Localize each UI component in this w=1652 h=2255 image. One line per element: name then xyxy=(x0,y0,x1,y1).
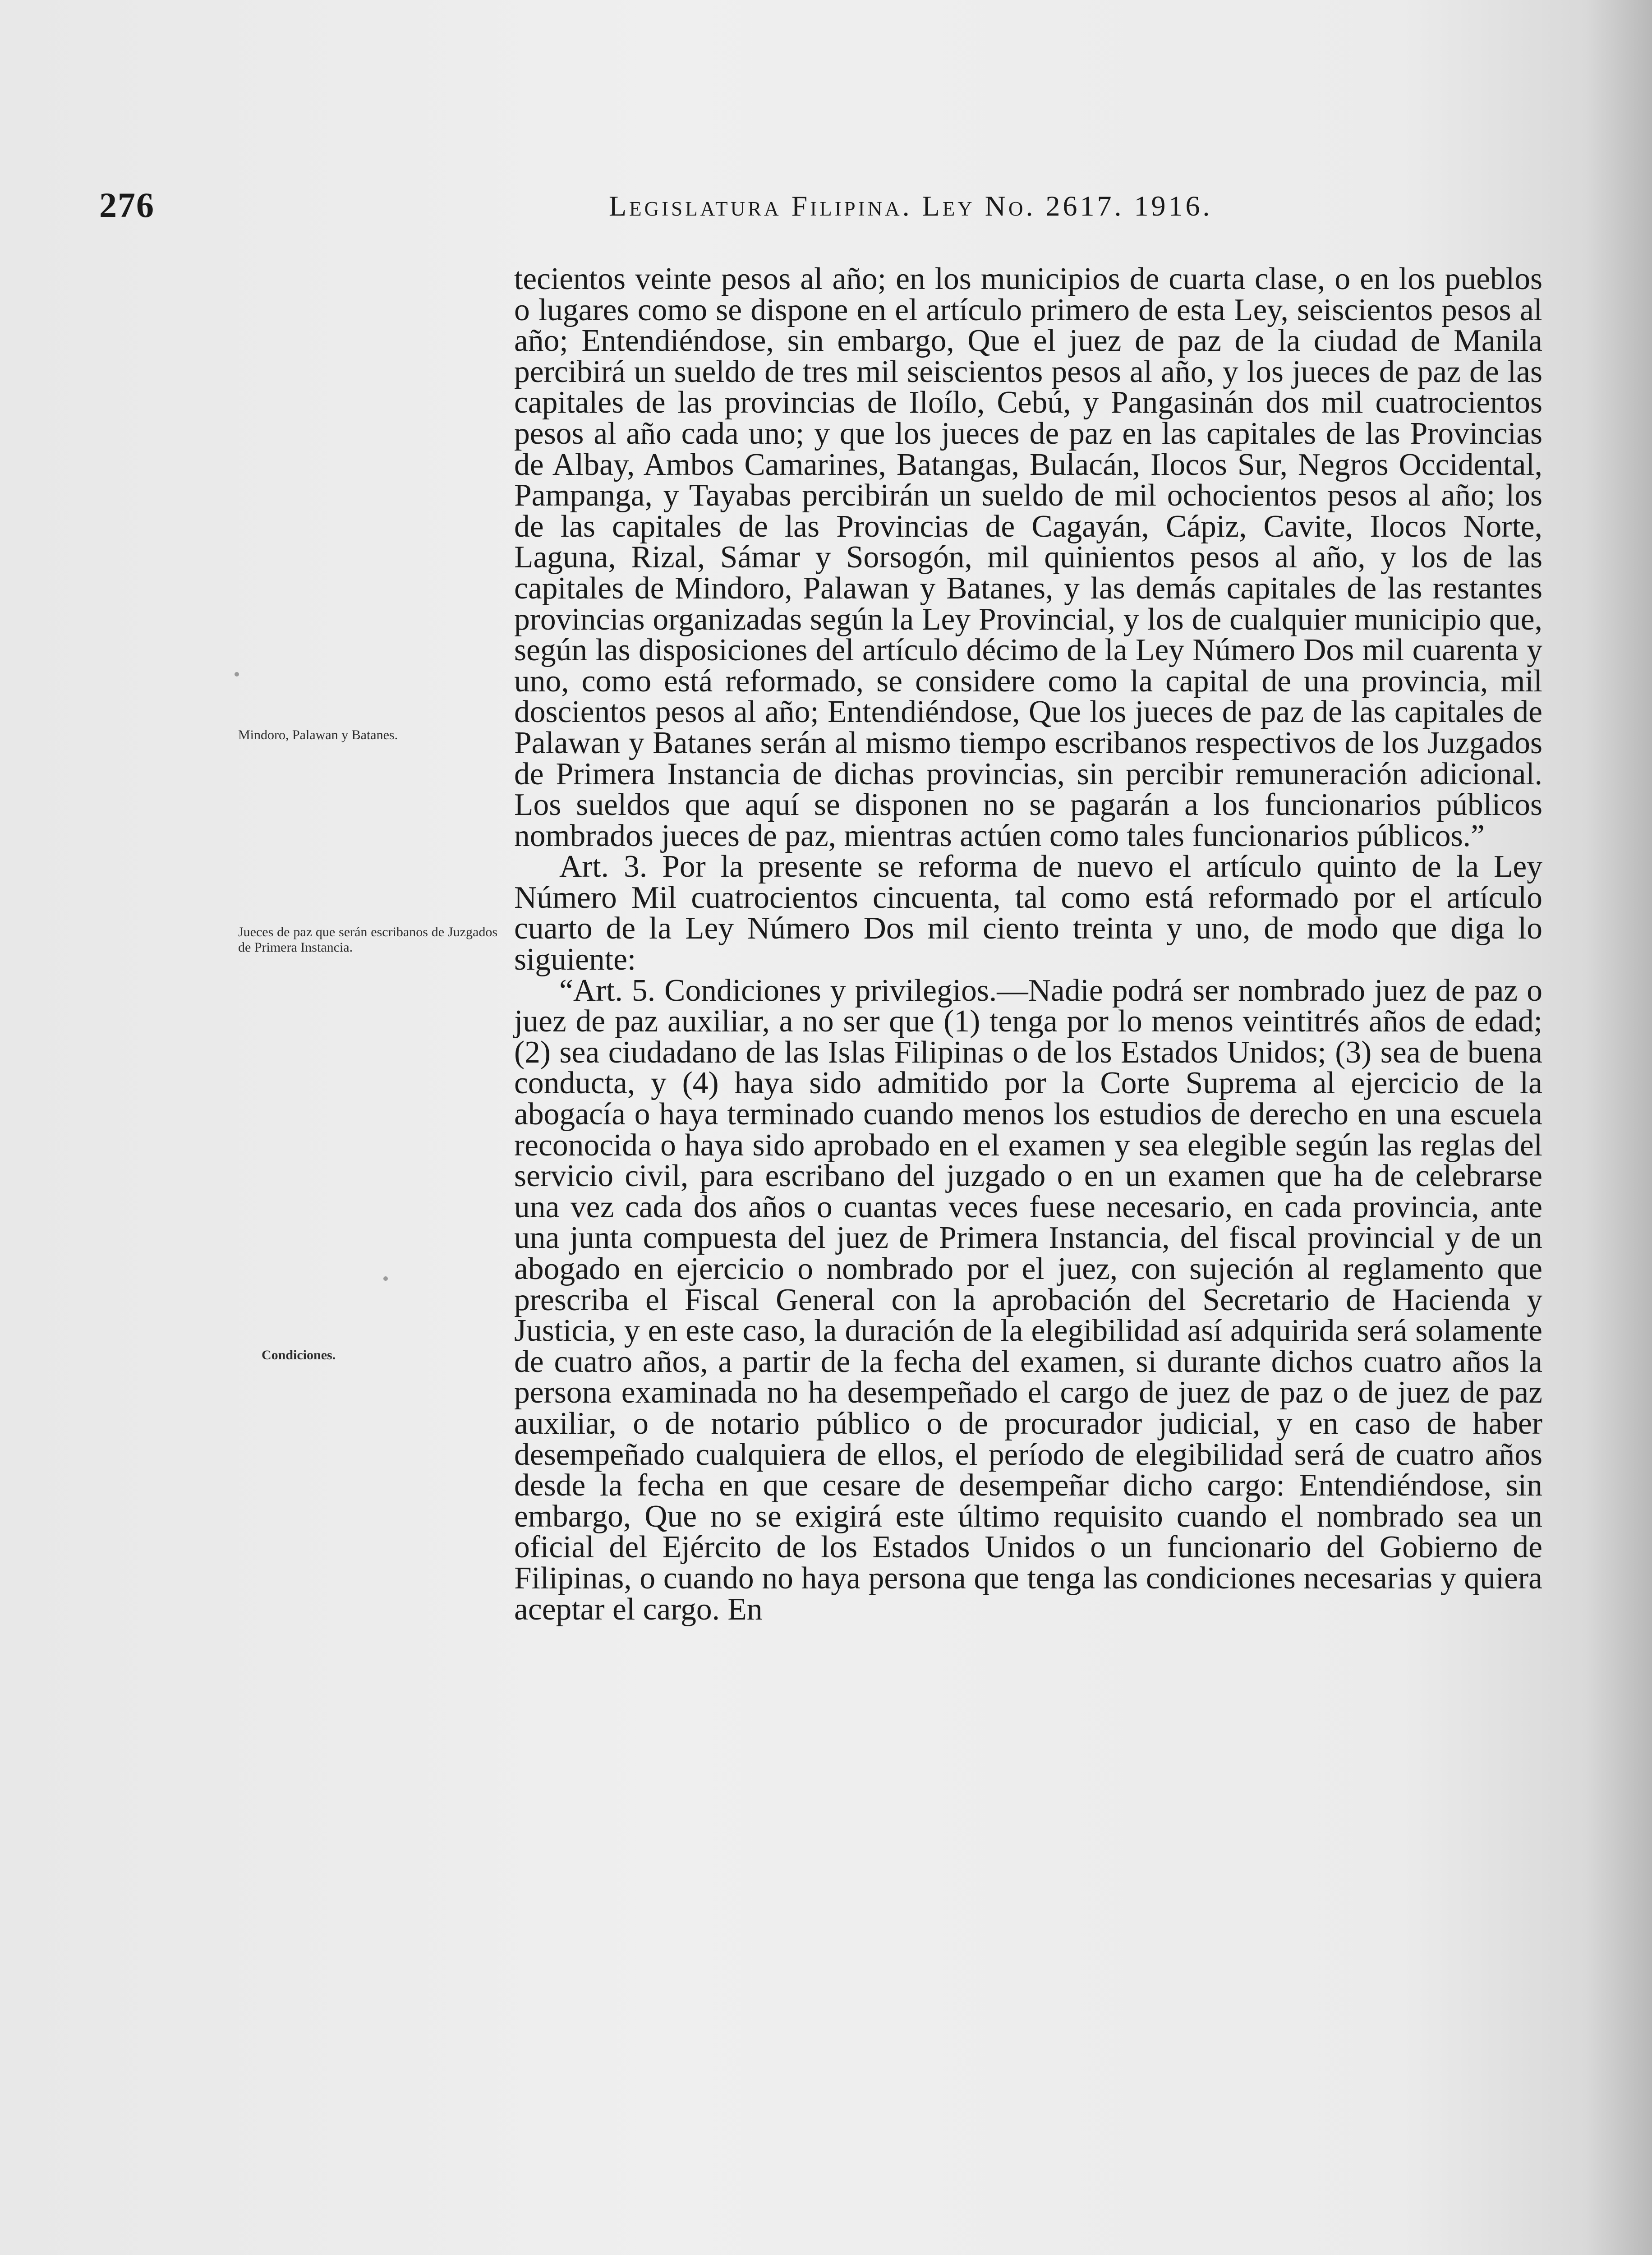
margin-note-mindoro: Mindoro, Palawan y Batanes. xyxy=(238,727,398,742)
running-head: Legislatura Filipina. Ley No. 2617. 1916. xyxy=(609,190,1213,222)
paragraph-salaries: tecientos veinte pesos al año; en los municipios de cuarta clase, o en los pueblos o lugares como se dispone en el artículo primero de esta Ley, seiscientos pesos al año; Entendiéndose, sin embargo, Que el juez de paz de la ciudad de Manila percibirá un sueldo de tres mil seiscientos pesos al año, y los jueces de paz de las capitales de las provincias de Iloílo, Cebú, y Pangasinán dos mil cuatrocientos pesos al año cada uno; y que los jueces de paz en las capitales de las Provincias de Albay, Ambos Camarines, Batangas, Bulacán, Ilocos Sur, Negros Occidental, Pampanga, y Tayabas percibirán un sueldo de mil ochocientos pesos al año; los de las capitales de las Provincias de Cagayán, Cápiz, Cavite, Ilocos Norte, Laguna, Rizal, Sámar y Sorsogón, mil quinientos pesos al año, y los de las capitales de Mindoro, Palawan y Batanes, y las demás capitales de las restantes provincias organizadas según la Ley Provincial, y los de cualquier municipio que, según las disposiciones del artículo décimo de la Ley Número Dos mil cuarenta y uno, como está reformado, se considere como la capital de una provincia, mil doscientos pesos al año; Entendiéndose, Que los jueces de paz de las capitales de Palawan y Batanes serán al mismo tiempo escribanos respectivos de los Juzgados de Primera Instancia de dichas provincias, sin percibir remuneración adicional. Los sueldos que aquí se disponen no se pagarán a los funcionarios públicos nombrados jueces de paz, mientras actúen como tales funcionarios públicos.” xyxy=(514,262,1542,853)
paragraph-art-5: “Art. 5. Condiciones y privilegios.—Nadie podrá ser nombrado juez de paz o juez de paz auxiliar, a no ser que (1) tenga por lo menos veintitrés años de edad; (2) sea ciudadano de las Islas Filipinas o de los Estados Unidos; (3) sea de buena conducta, y (4) haya sido admitido por la Corte Suprema al ejercicio de la abogacía o haya terminado cuando menos los estudios de derecho en una escuela reconocida o haya sido aprobado en el examen y sea elegible según las reglas del servicio civil, para escribano del juzgado o en un examen que ha de celebrarse una vez cada dos años o cuantas veces fuese necesario, en cada provincia, ante una junta compuesta del juez de Primera Instancia, del fiscal provincial y de un abogado en ejercicio o nombrado por el juez, con sujeción al reglamento que prescriba el Fiscal General con la aprobación del Secretario de Hacienda y Justicia, y en este caso, la duración de la elegibilidad así adquirida será solamente de cuatro años, a partir de la fecha del examen, si durante dichos cuatro años la persona examinada no ha desempeñado el cargo de juez de paz o de juez de paz auxiliar, o de notario público o de procurador judicial, y en caso de haber desempeñado cualquiera de ellos, el período de elegibilidad será de cuatro años desde la fecha en que cesare de desempeñar dicho cargo: Entendiéndose, sin embargo, Que no se exigirá este último requisito cuando el nombrado sea un oficial del Ejército de los Estados Unidos o un funcionario del Gobierno de Filipinas, o cuando no haya persona que tenga las condiciones necesarias y quiera aceptar el cargo. En xyxy=(514,973,1542,1627)
print-speck xyxy=(383,1276,388,1281)
page-number: 276 xyxy=(99,185,155,225)
print-speck xyxy=(235,672,239,676)
paragraph-art-3: Art. 3. Por la presente se reforma de nuevo el artículo quinto de la Ley Número Mil cuatrocientos cincuenta, tal como está reformado por el artículo cuarto de la Ley Número Dos mil ciento treinta y uno, de modo que diga lo siguiente: xyxy=(514,849,1542,977)
body-text xyxy=(514,264,1542,1625)
margin-note-condiciones: Condiciones. xyxy=(262,1348,336,1362)
margin-note-jueces: Jueces de paz que serán escribanos de Juzgados de Primera Instancia. xyxy=(238,925,497,955)
page-header xyxy=(99,185,1452,239)
